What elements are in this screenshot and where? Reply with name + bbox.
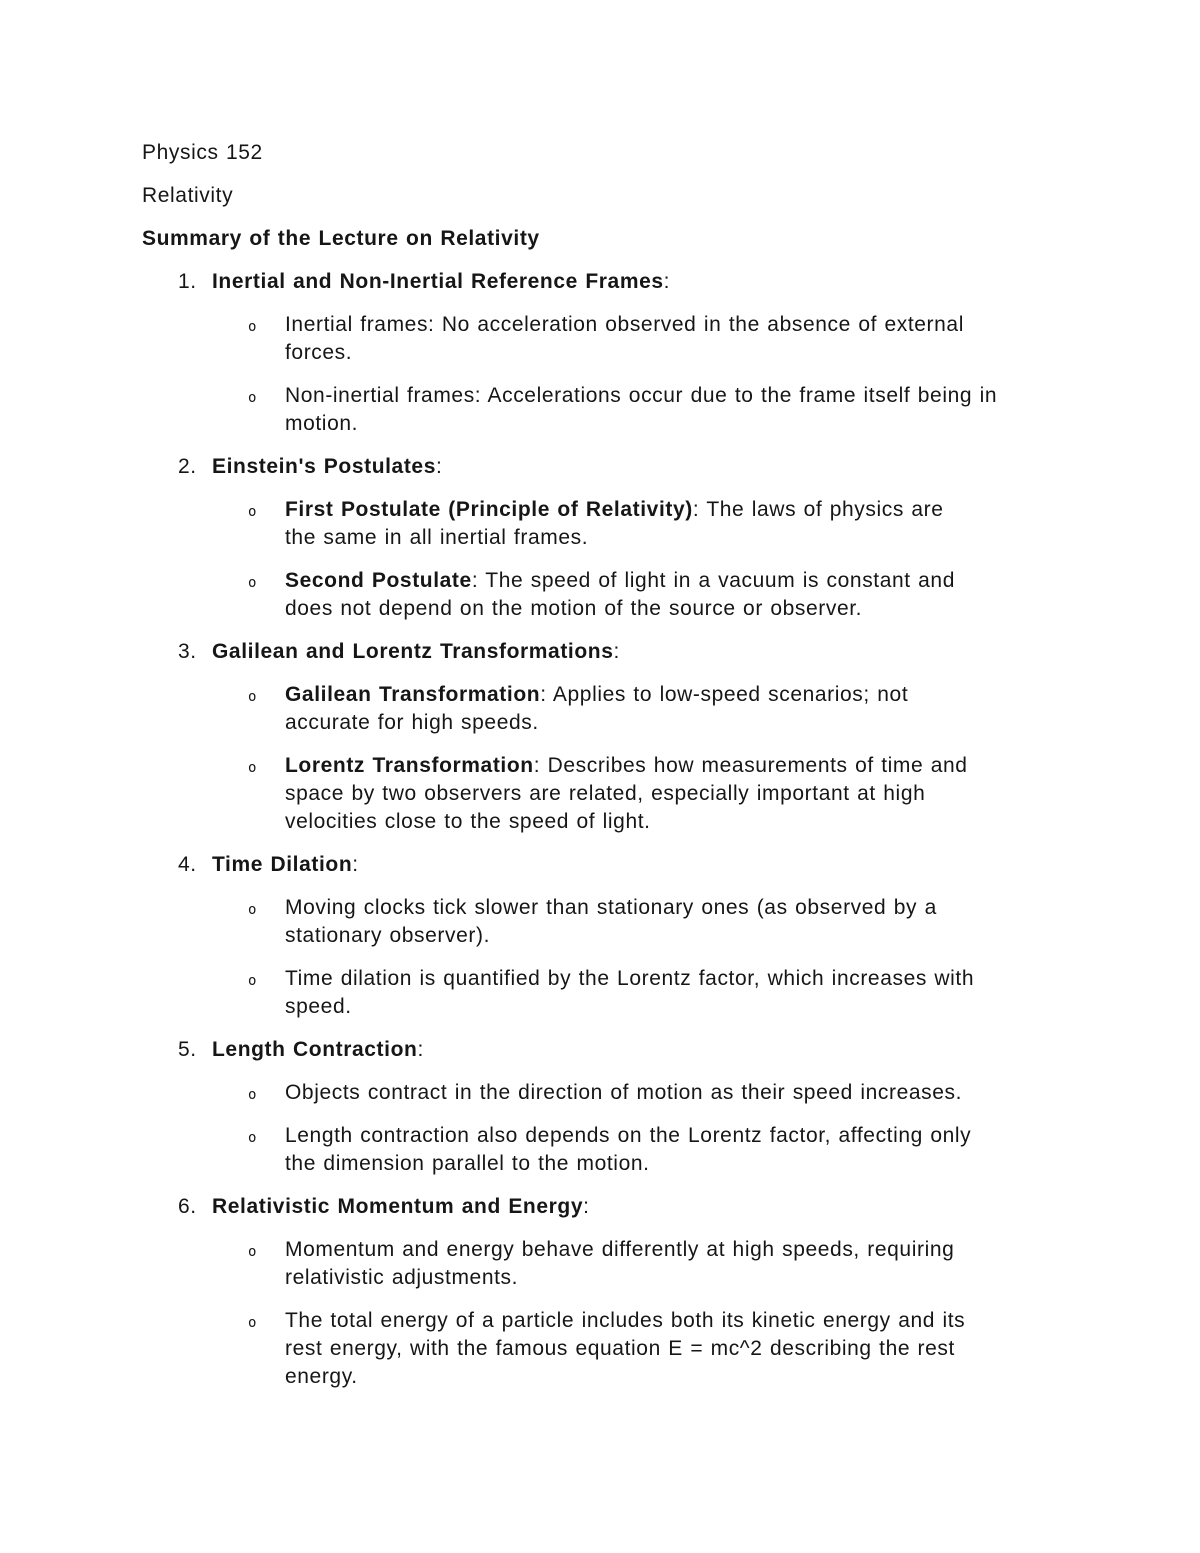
bullet-text [285, 1236, 1200, 1292]
section-number: 3. [178, 640, 197, 663]
bullet-marker: o [248, 319, 257, 335]
bullet-marker: o [248, 902, 257, 918]
numbered-section [142, 1193, 1200, 1391]
section-heading-text: Time Dilation [212, 853, 353, 876]
section-heading-text: Relativistic Momentum and Energy [212, 1195, 584, 1218]
section-heading [178, 638, 1200, 666]
section-heading [178, 453, 1200, 481]
bullet-line: Time dilation is quantified by the Lorentz factor, which increases with [285, 967, 975, 990]
bullet-line: velocities close to the speed of light. [285, 810, 651, 833]
bullet-line: stationary observer). [285, 924, 491, 947]
bullet-marker: o [248, 1244, 257, 1260]
bullet-bold-lead: First Postulate (Principle of Relativity) [285, 498, 693, 521]
bullet-text [285, 681, 1200, 737]
numbered-section [142, 851, 1200, 1021]
bullet-line: space by two observers are related, especially important at high [285, 782, 926, 805]
bullet-bold-lead: Galilean Transformation [285, 683, 541, 706]
bullet-line: does not depend on the motion of the source or observer. [285, 597, 863, 620]
bullet-marker: o [248, 760, 257, 776]
bullet-line: speed. [285, 995, 352, 1018]
lecture-summary-list [142, 268, 1200, 1391]
bullet-line: Non-inertial frames: Accelerations occur due to the frame itself being in [285, 384, 998, 407]
section-number: 6. [178, 1195, 197, 1218]
bullet-line: the same in all inertial frames. [285, 526, 589, 549]
bullet-line: Inertial frames: No acceleration observed in the absence of external [285, 313, 964, 336]
sub-bullet [248, 1236, 1200, 1292]
section-heading-text: Einstein's Postulates [212, 455, 436, 478]
bullet-marker: o [248, 689, 257, 705]
section-heading-colon: : [583, 1195, 590, 1218]
bullet-marker: o [248, 575, 257, 591]
bullet-text [285, 965, 1200, 1021]
section-bullets [142, 496, 1200, 623]
sub-bullet [248, 311, 1200, 367]
bullet-line: First Postulate (Principle of Relativity): The laws of physics are [285, 498, 944, 521]
section-bullets [142, 894, 1200, 1021]
sub-bullet [248, 965, 1200, 1021]
numbered-section [142, 1036, 1200, 1178]
section-number: 5. [178, 1038, 197, 1061]
sub-bullet [248, 1307, 1200, 1391]
bullet-line: Moving clocks tick slower than stationary ones (as observed by a [285, 896, 937, 919]
bullet-line: Second Postulate: The speed of light in a vacuum is constant and [285, 569, 955, 592]
section-heading-colon: : [663, 270, 671, 293]
bullet-line: Objects contract in the direction of motion as their speed increases. [285, 1081, 963, 1104]
bullet-text [285, 752, 1200, 836]
bullet-line: energy. [285, 1365, 358, 1388]
section-number: 2. [178, 455, 197, 478]
bullet-text [285, 567, 1200, 623]
bullet-text [285, 311, 1200, 367]
bullet-line: motion. [285, 412, 359, 435]
bullet-line: Length contraction also depends on the Lorentz factor, affecting only [285, 1124, 972, 1147]
section-number: 1. [178, 270, 197, 293]
sub-bullet [248, 1079, 1200, 1107]
sub-bullet [248, 752, 1200, 836]
section-heading-text: Length Contraction [212, 1038, 418, 1061]
document-title: Summary of the Lecture on Relativity [142, 227, 540, 250]
section-heading [178, 1036, 1200, 1064]
bullet-line: forces. [285, 341, 353, 364]
bullet-line: the dimension parallel to the motion. [285, 1152, 650, 1175]
bullet-marker: o [248, 1087, 257, 1103]
sub-bullet [248, 496, 1200, 552]
bullet-text [285, 1122, 1200, 1178]
numbered-section [142, 453, 1200, 623]
bullet-line: Momentum and energy behave differently at high speeds, requiring [285, 1238, 955, 1261]
bullet-bold-lead: Lorentz Transformation [285, 754, 534, 777]
bullet-line: accurate for high speeds. [285, 711, 539, 734]
section-heading-colon: : [436, 455, 443, 478]
sub-bullet [248, 1122, 1200, 1178]
bullet-bold-lead: Second Postulate [285, 569, 472, 592]
section-heading-colon: : [417, 1038, 424, 1061]
section-heading-colon: : [352, 853, 359, 876]
sub-bullet [248, 567, 1200, 623]
section-heading [178, 268, 1200, 296]
section-bullets [142, 1236, 1200, 1391]
section-number: 4. [178, 853, 197, 876]
sub-bullet [248, 681, 1200, 737]
bullet-text [285, 1079, 1200, 1107]
bullet-line: relativistic adjustments. [285, 1266, 519, 1289]
section-heading-text: Inertial and Non-Inertial Reference Frames [212, 270, 664, 293]
bullet-marker: o [248, 1130, 257, 1146]
bullet-marker: o [248, 973, 257, 989]
course-code: Physics 152 [142, 141, 263, 164]
section-heading-text: Galilean and Lorentz Transformations [212, 640, 614, 663]
bullet-line: rest energy, with the famous equation E = mc^2 describing the rest [285, 1337, 955, 1360]
section-heading-colon: : [613, 640, 620, 663]
section-bullets [142, 1079, 1200, 1178]
numbered-section [142, 638, 1200, 836]
section-heading [178, 1193, 1200, 1221]
bullet-line: Lorentz Transformation: Describes how measurements of time and [285, 754, 968, 777]
bullet-line: Galilean Transformation: Applies to low-speed scenarios; not [285, 683, 909, 706]
bullet-text [285, 894, 1200, 950]
bullet-marker: o [248, 504, 257, 520]
bullet-text [285, 382, 1200, 438]
numbered-section [142, 268, 1200, 438]
section-bullets [142, 681, 1200, 836]
bullet-line: The total energy of a particle includes both its kinetic energy and its [285, 1309, 966, 1332]
bullet-text [285, 1307, 1200, 1391]
sub-bullet [248, 894, 1200, 950]
bullet-text [285, 496, 1200, 552]
sub-bullet [248, 382, 1200, 438]
bullet-marker: o [248, 390, 257, 406]
section-heading [178, 851, 1200, 879]
section-bullets [142, 311, 1200, 438]
course-topic: Relativity [142, 184, 234, 207]
bullet-marker: o [248, 1315, 257, 1331]
